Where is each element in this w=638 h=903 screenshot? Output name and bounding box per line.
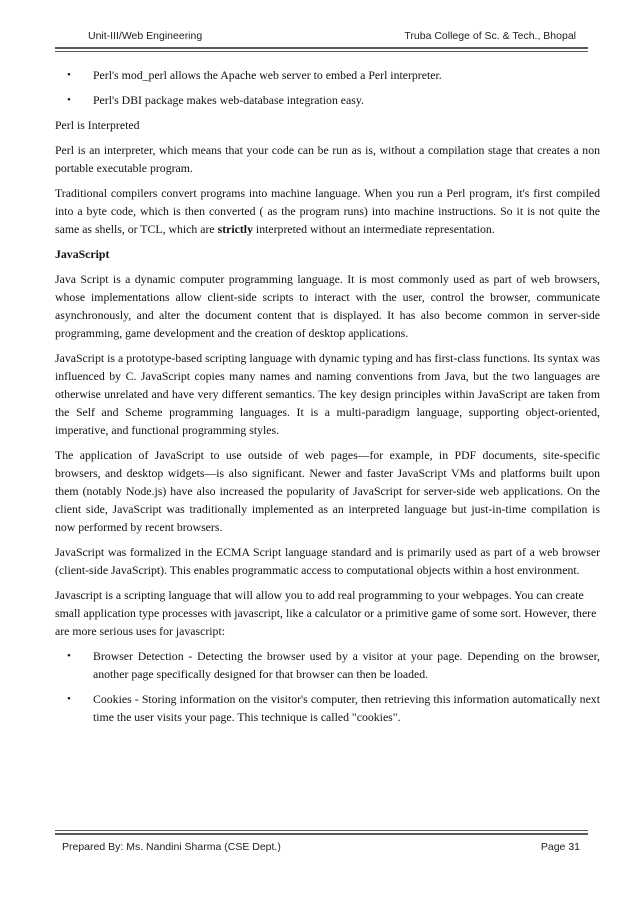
footer-rule-thin bbox=[55, 830, 588, 831]
list-item bbox=[67, 690, 600, 726]
header-unit-title: Unit-III/Web Engineering bbox=[88, 30, 203, 42]
list-item-text: Browser Detection - Detecting the browser used by a visitor at your page. Depending on the browser, another page specifically designed for that browser can then be loaded. bbox=[93, 649, 600, 681]
perl-paragraph-1: Perl is an interpreter, which means that your code can be run as is, without a compilation stage that creates a non portable executable program. bbox=[55, 143, 600, 175]
paragraph-text: interpreted without an intermediate representation. bbox=[252, 222, 495, 236]
js-paragraph-2: JavaScript is a prototype-based scripting language with dynamic typing and has first-class functions. Its syntax was influenced by C. JavaScript copies many names and naming conventions from Java, but the two languages are otherwise unrelated and have very different semantics. The key design principles within JavaScript are taken from the Self and Scheme programming languages. It is a multi-paradigm language, supporting object-oriented, imperative, and functional programming styles. bbox=[55, 351, 600, 437]
list-item-text: Perl's DBI package makes web-database integration easy. bbox=[93, 93, 364, 107]
page-footer bbox=[62, 841, 580, 853]
perl-interpreted-heading: Perl is Interpreted bbox=[55, 118, 140, 132]
js-paragraph-4: JavaScript was formalized in the ECMA Script language standard and is primarily used as part of a web browser (client-side JavaScript). This enables programmatic access to computational objects within a host environment. bbox=[55, 545, 600, 577]
list-item-text: Perl's mod_perl allows the Apache web server to embed a Perl interpreter. bbox=[93, 68, 442, 82]
perl-bullet-list bbox=[55, 66, 600, 109]
page-content bbox=[55, 66, 600, 733]
bullet-icon: • bbox=[67, 94, 71, 106]
list-item bbox=[67, 66, 600, 84]
bullet-icon: • bbox=[67, 650, 71, 662]
footer-author: Prepared By: Ms. Nandini Sharma (CSE Dept.) bbox=[62, 841, 281, 853]
header-college-name: Truba College of Sc. & Tech., Bhopal bbox=[404, 30, 576, 42]
page-number: Page 31 bbox=[540, 841, 580, 853]
js-uses-bullet-list bbox=[55, 647, 600, 726]
header-rule bbox=[55, 47, 588, 49]
list-item-text: Cookies - Storing information on the visitor's computer, then retrieving this information automatically next time the user visits your page. This technique is called "cookies". bbox=[93, 692, 600, 724]
page-header bbox=[65, 30, 576, 42]
list-item bbox=[67, 647, 600, 683]
javascript-heading: JavaScript bbox=[55, 247, 110, 261]
list-item bbox=[67, 91, 600, 109]
emphasis-strictly: strictly bbox=[217, 222, 253, 236]
header-rule-thin bbox=[55, 51, 588, 52]
perl-paragraph-2 bbox=[55, 184, 600, 238]
js-paragraph-1: Java Script is a dynamic computer programming language. It is most commonly used as part of web browsers, whose implementations allow client-side scripts to interact with the user, control the browser, communicate asynchronously, and alter the document content that is displayed. It has also become common in server-side programming, game development and the creation of desktop applications. bbox=[55, 272, 600, 340]
bullet-icon: • bbox=[67, 69, 71, 81]
paragraph-text: Traditional compilers convert programs into machine language. When you run a Perl program, it's first compiled into a byte code, which is then converted ( as the program runs) into machine instructions. So it is not quite the same as shells, or TCL, which are bbox=[55, 186, 600, 236]
js-paragraph-3: The application of JavaScript to use outside of web pages—for example, in PDF documents, site-specific browsers, and desktop widgets—is also significant. Newer and faster JavaScript VMs and platforms built upon them (notably Node.js) have also increased the popularity of JavaScript for server-side web applications. On the client side, JavaScript was traditionally implemented as an interpreted language but just-in-time compilation is now performed by recent browsers. bbox=[55, 448, 600, 534]
bullet-icon: • bbox=[67, 693, 71, 705]
footer-rule bbox=[55, 833, 588, 835]
js-paragraph-5: Javascript is a scripting language that will allow you to add real programming to your webpages. You can create small application type processes with javascript, like a calculator or a primitive game of some sort. However, there are more serious uses for javascript: bbox=[55, 588, 597, 638]
